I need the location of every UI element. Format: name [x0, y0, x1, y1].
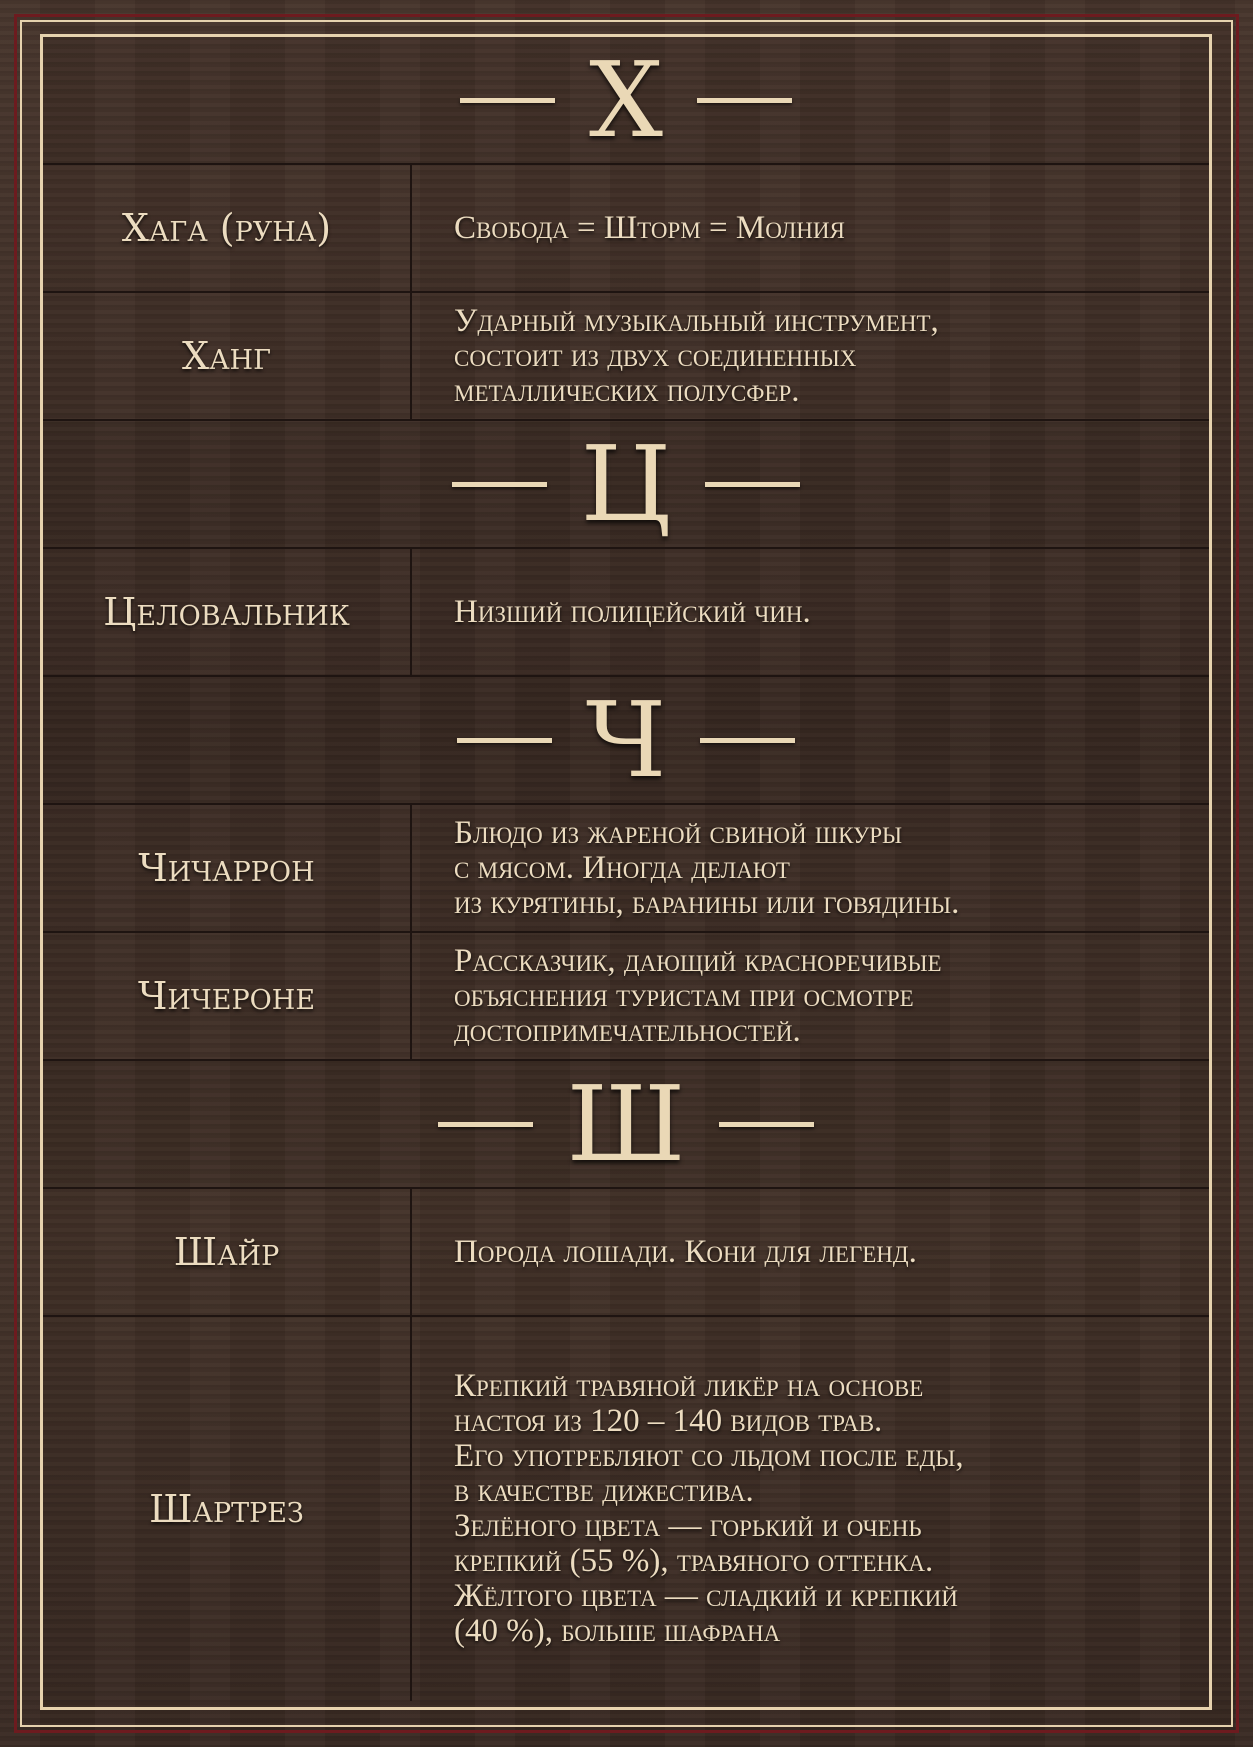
term-label: Ханг [43, 293, 412, 419]
glossary-row [43, 549, 1209, 677]
term-label: Целовальник [43, 549, 412, 675]
glossary-row [43, 933, 1209, 1061]
right-dash [719, 1122, 814, 1127]
glossary-row [43, 805, 1209, 933]
section-header-sha [43, 1061, 1209, 1189]
term-label: Чичероне [43, 933, 412, 1059]
glossary-row [43, 1317, 1209, 1701]
glossary-row [43, 1189, 1209, 1317]
term-label: Шартрез [43, 1317, 412, 1701]
glossary-row [43, 165, 1209, 293]
left-dash [460, 98, 555, 103]
left-dash [452, 482, 547, 487]
term-label: Чичаррон [43, 805, 412, 931]
definition-text: Порода лошади. Кони для легенд. [454, 1233, 917, 1270]
left-dash [457, 738, 552, 743]
definition-text: Свобода = Шторм = Молния [454, 209, 845, 246]
definition-text: Крепкий травяной ликёр на основе настоя из 120 – 140 видов трав. Его употребляют со льдом после еды, в качестве дижестива. Зелёного цвета — горький и очень крепкий (55 %), травяного оттенка. Жёлтого цвета — сладкий и крепкий (40 %), больше шафрана [454, 1368, 964, 1649]
definition-text: Низший полицейский чин. [454, 593, 811, 630]
section-header-tse [43, 421, 1209, 549]
section-letter: Х [588, 39, 664, 161]
section-letter: Ц [580, 423, 672, 545]
definition-text: Рассказчик, дающий красноречивые объяснения туристам при осмотре достопримечательностей. [454, 942, 942, 1049]
definition-text: Ударный музыкальный инструмент, состоит из двух соединенных металлических полусфер. [454, 302, 939, 409]
section-letter: Ч [585, 679, 667, 801]
section-letter: Ш [566, 1063, 686, 1185]
definition-text: Блюдо из жареной свиной шкуры с мясом. Иногда делают из курятины, баранины или говядины. [454, 814, 960, 921]
right-dash [700, 738, 795, 743]
glossary-row [43, 293, 1209, 421]
right-dash [697, 98, 792, 103]
section-header-kha [43, 37, 1209, 165]
right-dash [705, 482, 800, 487]
term-label: Шайр [43, 1189, 412, 1315]
left-dash [438, 1122, 533, 1127]
section-header-che [43, 677, 1209, 805]
glossary-content [43, 37, 1209, 1701]
term-label: Хага (руна) [43, 165, 412, 291]
